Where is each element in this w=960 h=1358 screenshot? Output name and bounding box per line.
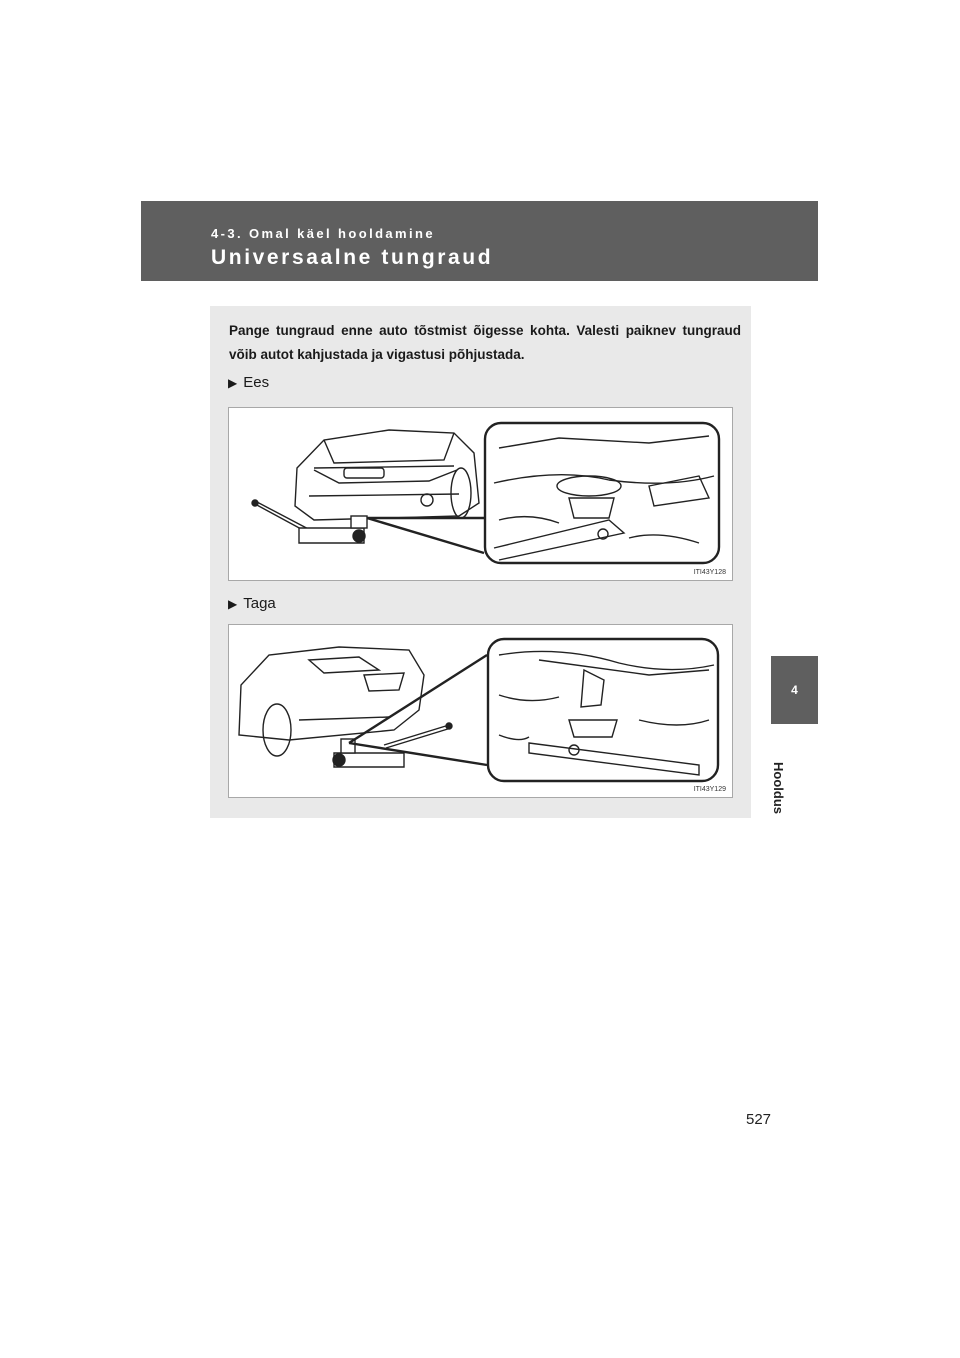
front-jack-illustration	[229, 408, 732, 580]
section-header	[141, 201, 818, 281]
triangle-right-icon: ▶	[228, 376, 238, 390]
rear-jack-illustration	[229, 625, 732, 797]
triangle-right-icon: ▶	[228, 597, 238, 611]
subheading-front	[228, 374, 269, 391]
subheading-rear-label: Taga	[243, 595, 276, 612]
intro-text: Pange tungraud enne auto tõstmist õigesse kohta. Valesti paiknev tungraud võib autot kahjustada ja vigastusi põhjustada.	[229, 323, 741, 362]
page-number: 527	[746, 1111, 772, 1128]
page-title: Universaalne tungraud	[211, 246, 494, 269]
figure-code-rear: ITI43Y129	[693, 786, 726, 793]
figure-front-jack	[228, 407, 733, 581]
chapter-tab	[771, 656, 818, 724]
figure-rear-jack	[228, 624, 733, 798]
jack-position-panel	[210, 306, 751, 818]
subheading-rear	[228, 595, 276, 612]
subheading-front-label: Ees	[243, 374, 270, 391]
chapter-number: 4	[791, 683, 798, 697]
chapter-label: Hooldus	[771, 762, 786, 814]
section-label: 4-3. Omal käel hooldamine	[211, 226, 435, 241]
figure-code-front: ITI43Y128	[693, 569, 726, 576]
